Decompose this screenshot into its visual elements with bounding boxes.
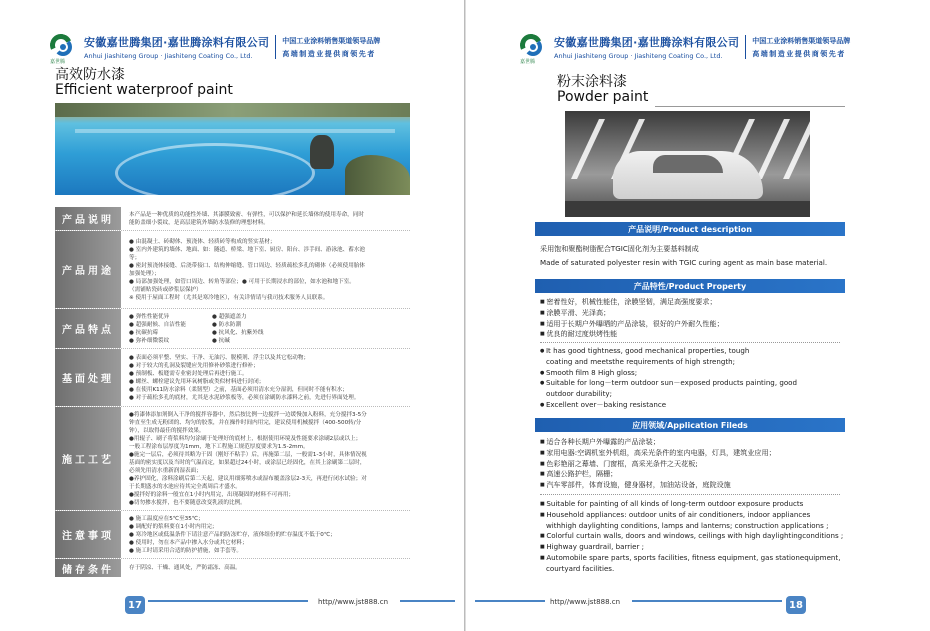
title-rule bbox=[655, 106, 845, 107]
footer-url[interactable]: http//www.jst888.cn bbox=[318, 598, 389, 606]
row-text: ● 表面必须平整、坚实、干净、无油污、脱模剂、浮尘以及其它松动物； bbox=[129, 354, 310, 361]
application-en-list bbox=[540, 499, 845, 575]
page-number: 17 bbox=[125, 596, 145, 614]
feature-item: ● 超强耐候、自洁性能 bbox=[129, 321, 187, 328]
list-item: ■ 涂膜平滑、光泽高； bbox=[540, 308, 845, 319]
row-text: ● 在使用K11防水涂料（柔韧型）之前，基面必须用清水充分湿润，但同时不能有积水； bbox=[129, 386, 348, 393]
slogan-2: 高端制造业提供商领先者 bbox=[752, 49, 846, 58]
list-item: ● Suitable for long－term outdoor sun－exposed products painting, good bbox=[540, 378, 845, 389]
row-text: 钟），以取得最佳的搅拌效果。 bbox=[129, 427, 205, 434]
row-label: 注意事项 bbox=[55, 511, 121, 558]
table-row bbox=[55, 349, 410, 407]
table-row bbox=[55, 309, 410, 349]
list-item: withhigh daylighting conditions, lamps and lanterns; construction applications ; bbox=[546, 520, 829, 530]
row-text: ● 施工时请采用合适的防护措施，如手套等。 bbox=[129, 547, 242, 554]
row-text: ● 预制板、板缝需专业密封处理后再进行施工。 bbox=[129, 370, 248, 377]
feature-item: ● 抗碱 bbox=[212, 337, 230, 344]
row-text: 基面的密实度以及当时的气温而定，如果超过24小时，或涂层已经固化，在其上涂刷第二层时， bbox=[129, 459, 366, 466]
row-label: 产品特点 bbox=[55, 309, 121, 348]
footer-rule bbox=[148, 600, 308, 602]
car-painting-photo bbox=[565, 111, 810, 217]
section-header-description: 产品说明/Product description bbox=[535, 222, 845, 236]
row-label: 产品说明 bbox=[55, 207, 121, 230]
footer-rule bbox=[632, 600, 782, 602]
row-text: ※ 使用于屋面工程时（尤其是寒冷地区），有关详情请与我司技术服务人员联系。 bbox=[129, 294, 329, 301]
row-text: ● 对于较大的孔洞及裂缝应先用修补砂浆进行修补； bbox=[129, 362, 259, 369]
table-row bbox=[55, 559, 410, 577]
row-text: ● 由混凝土、砖砌体、预浇体、轻质砖等构成的竖实基材； bbox=[129, 238, 276, 245]
logo-tag: 嘉世腾 bbox=[520, 59, 536, 65]
slogan-2: 高端制造业提供商领先者 bbox=[282, 49, 376, 58]
row-label: 储存条件 bbox=[55, 559, 121, 577]
list-item: ■ Automobile spare parts, sports facilities, fitness equipment, gas stationequipment, bbox=[540, 553, 845, 564]
list-item: courtyard facilities. bbox=[546, 563, 615, 573]
row-text: ● 寒冷地区或低温条件下请注意产品的防冻贮存，液体组份的贮存温度不低于0℃； bbox=[129, 531, 336, 538]
feature-item: ● 弹性性能优异 bbox=[129, 313, 170, 320]
row-label: 基面处理 bbox=[55, 349, 121, 406]
row-text: ● 对于疏松多孔的底材，尤其是水泥砂浆板等，必须在涂刷防水漆料之前，先进行界面处理。 bbox=[129, 394, 360, 401]
table-row bbox=[55, 407, 410, 511]
table-row bbox=[55, 207, 410, 231]
company-name-cn: 安徽嘉世腾集团·嘉世腾涂料有限公司 bbox=[554, 36, 740, 49]
list-item: ■ 家用电器:空调机室外机组，高采光条件的室内电器，灯具，建筑业应用； bbox=[540, 448, 845, 459]
row-text: ●用辊子、刷子将浆料均匀涂刷于处理好的底材上，根据使用环境及性能要求涂刷2层或以上； bbox=[129, 435, 362, 442]
section-header-application: 应用领域/Application Fileds bbox=[535, 418, 845, 432]
table-row bbox=[55, 511, 410, 559]
swimming-pool-photo bbox=[55, 103, 410, 195]
list-item: ■ 汽车零部件，体育设施，健身器材，加油站设备，庭院设施 bbox=[540, 480, 845, 491]
row-text: （需铺贴瓷砖或砂浆层保护） bbox=[129, 286, 202, 293]
company-logo bbox=[48, 32, 78, 65]
product-title-en: Efficient waterproof paint bbox=[55, 82, 233, 98]
list-item: ■ Suitable for painting of all kinds of long-term outdoor exposure products bbox=[540, 499, 845, 510]
row-text: ● 螺丝、螺栓建议先用环氧树脂或类似材料进行封闭； bbox=[129, 378, 265, 385]
footer-rule bbox=[475, 600, 545, 602]
description-text bbox=[540, 244, 845, 269]
slogan-1: 中国工业涂料销售渠道领导品牌 bbox=[752, 36, 851, 45]
row-text: ● 使用时，勿在本产品中掺入水分或其它材料； bbox=[129, 539, 248, 546]
list-item: ■ Household appliances: outdoor units of air conditioners, indoor appliances bbox=[540, 510, 845, 521]
row-text: 钟直至生成无粉团的、均匀的胶浆，并在操作时间内用完，建议使用机械搅拌（400-500转/分 bbox=[129, 419, 362, 426]
section-header-property: 产品特性/Product Property bbox=[535, 279, 845, 293]
company-name-cn: 安徽嘉世腾集团·嘉世腾涂料有限公司 bbox=[84, 36, 270, 49]
list-item: ■ Highway guardrail, barrier ; bbox=[540, 542, 845, 553]
slogan-1: 中国工业涂料销售渠道领导品牌 bbox=[282, 36, 381, 45]
row-text: ●将漆体添加剂倒入干净的搅拌容器中，然后按比例一边搅拌一边缓慢加入粉料，充分搅拌3-5分 bbox=[129, 411, 367, 418]
row-text: ● 调配好的浆料要在1小时内用完； bbox=[129, 523, 218, 530]
row-text: ●搅拌好的涂料一般宜在1小时内用完，出现凝固的材料不可再用； bbox=[129, 491, 295, 498]
list-item: ● Smooth film 8 High gloss; bbox=[540, 368, 845, 379]
list-item: coating and meetsthe requirements of high strength; bbox=[546, 356, 736, 366]
product-title-cn: 高效防水漆 bbox=[55, 67, 125, 83]
company-name-en: Anhui Jiashiteng Group · Jiashiteng Coating Co., Ltd. bbox=[554, 52, 723, 60]
list-item: ■ 高速公路护栏，隔栅； bbox=[540, 469, 845, 480]
property-en-list bbox=[540, 346, 845, 411]
row-text: ●切勿掺水搅拌，也不要随意改变乳液的比例。 bbox=[129, 499, 246, 506]
feature-item: ● 防水防潮 bbox=[212, 321, 242, 328]
description-cn: 采用饱和聚酯树脂配合TGIC固化剂为主要基料制成 bbox=[540, 244, 699, 253]
list-item: ■ 适用于长期户外曝晒的产品涂装，很好的户外耐久性能； bbox=[540, 319, 845, 330]
list-item: ■ 色彩艳丽之幕墙、门窗框，高采光条件之天花板; bbox=[540, 459, 845, 470]
row-label: 施工工艺 bbox=[55, 407, 121, 510]
footer-url[interactable]: http//www.jst888.cn bbox=[550, 598, 621, 606]
row-text: 能防盖细小裂纹，是高层建筑外墙防水装修的理想材料。 bbox=[129, 219, 269, 226]
header-left bbox=[48, 30, 380, 64]
row-label: 产品用途 bbox=[55, 231, 121, 308]
application-cn-list bbox=[540, 437, 845, 491]
dotted-separator bbox=[540, 494, 840, 495]
row-text: 一般工程涂布层厚度为1mm，地下工程施工规范厚度要求为1.5-2mm。 bbox=[129, 443, 309, 450]
row-text: 于长期盛水的水池应待其完全离周后才盛水。 bbox=[129, 483, 241, 490]
feature-item: ● 弥补细微裂纹 bbox=[129, 337, 170, 344]
list-item: outdoor durability; bbox=[546, 389, 613, 399]
row-text: 本产品是一种优质的功能性外墙、其漆膜致密、有弹性，可以保护和延长墙体的使用寿命，同时 bbox=[129, 211, 364, 218]
company-name-en: Anhui Jiashiteng Group · Jiashiteng Coating Co., Ltd. bbox=[84, 52, 253, 60]
description-en: Made of saturated polyester resin with TGIC curing agent as main base material. bbox=[540, 257, 828, 267]
feature-item: ● 抗碳抗霉 bbox=[129, 329, 159, 336]
row-text: ● 密封预浇体接缝、后浇带接口、结构伸缩缝、管口周边、轻质疏松多孔的砌体（必须使用胎体 bbox=[129, 262, 366, 269]
product-title-en: Powder paint bbox=[557, 89, 649, 105]
list-item: ■ 密着性好，机械性能佳，涂膜坚韧，满足高强度要求； bbox=[540, 297, 845, 308]
row-text: ● 施工温度应在5℃至35℃； bbox=[129, 515, 204, 522]
row-text: 存于阴凉、干燥、通风处，严防霜冻、高温。 bbox=[129, 565, 241, 571]
list-item: ● It has good tightness, good mechanical properties, tough bbox=[540, 346, 845, 357]
list-item: ● Excellent over－baking resistance bbox=[540, 400, 845, 411]
table-row bbox=[55, 231, 410, 309]
feature-item: ● 超强遮盖力 bbox=[212, 313, 247, 320]
row-text: 加强处理）； bbox=[129, 270, 160, 277]
page-number: 18 bbox=[786, 596, 806, 614]
row-text: 等； bbox=[129, 254, 141, 261]
footer-rule bbox=[400, 600, 455, 602]
product-title-cn: 粉末涂料漆 bbox=[557, 74, 627, 90]
dotted-separator bbox=[540, 342, 840, 343]
row-text: 必须先用清水重新润湿表面； bbox=[129, 467, 202, 474]
list-item: ■ Colorful curtain walls, doors and windows, ceilings with high daylightingconditions ; bbox=[540, 531, 845, 542]
row-text: ● 局部加强处理，如管口周边、转角等部位；● 可用于长期浸水的部位，如水池和地下室。 bbox=[129, 278, 355, 285]
property-cn-list bbox=[540, 297, 845, 340]
product-info-table bbox=[55, 207, 410, 577]
list-item: ■ 适合各种长期户外曝露的产品涂装； bbox=[540, 437, 845, 448]
row-text: ●养护固化，涂料涂刷后第二天起，建议用细雾喷水或湿布覆盖涂层2-3天，再进行闭水试验；对 bbox=[129, 475, 367, 482]
row-text: ●施完一层后，必须待其略为干固（刚好不粘手）后，再施第二层，一般需1-3小时，具体情况视 bbox=[129, 451, 367, 458]
company-logo bbox=[518, 32, 548, 65]
row-text: ● 室内外建筑的墙体、地面、如：隧道、桥梁、地下室、厨房、阳台、涉手间、游泳池、蓄水池 bbox=[129, 246, 366, 253]
list-item: ■ 优良的耐过度烘烤性能 bbox=[540, 329, 845, 340]
logo-tag: 嘉世腾 bbox=[50, 59, 66, 65]
feature-item: ● 抗风化、抗紫外线 bbox=[212, 329, 264, 336]
header-right bbox=[518, 30, 850, 64]
